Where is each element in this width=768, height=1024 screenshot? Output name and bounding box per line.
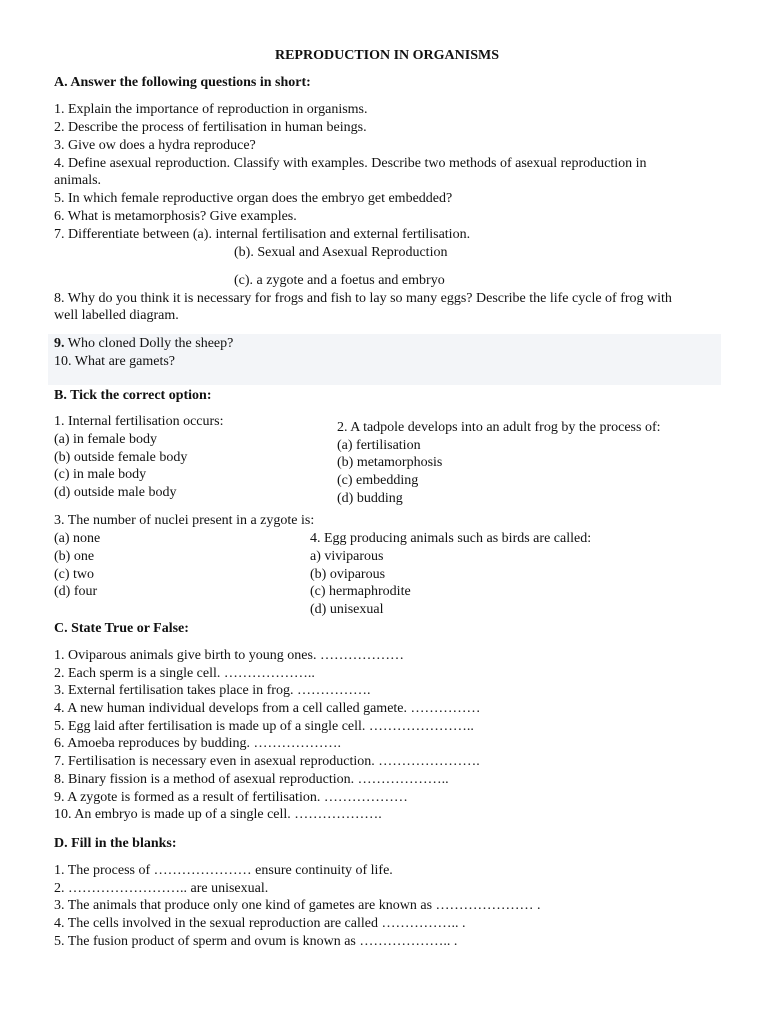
section-a-heading: A. Answer the following questions in short: <box>54 75 311 90</box>
section-c-heading: C. State True or False: <box>54 621 189 636</box>
mcq-4-option-a: a) viviparous <box>310 549 384 564</box>
fill-blank-item-2: 2. …………………….. are unisexual. <box>54 881 269 896</box>
section-a-question-5: 5. In which female reproductive organ does the embryo get embedded? <box>54 191 453 206</box>
true-false-item-5: 5. Egg laid after fertilisation is made up of a single cell. ………………….. <box>54 719 474 734</box>
true-false-item-6: 6. Amoeba reproduces by budding. ………………. <box>54 736 341 751</box>
mcq-1-question: 1. Internal fertilisation occurs: <box>54 414 224 429</box>
mcq-3-option-d: (d) four <box>54 584 98 599</box>
true-false-item-3: 3. External fertilisation takes place in frog. ……………. <box>54 683 371 698</box>
section-a-question-8-line-2: well labelled diagram. <box>54 308 179 323</box>
section-a-question-7b: (b). Sexual and Asexual Reproduction <box>234 245 448 260</box>
fill-blank-item-5: 5. The fusion product of sperm and ovum is known as ……………….. . <box>54 934 458 949</box>
section-a-question-4-line-2: animals. <box>54 173 102 188</box>
mcq-2-option-c: (c) embedding <box>337 473 419 488</box>
mcq-1-option-d: (d) outside male body <box>54 485 177 500</box>
true-false-item-10: 10. An embryo is made up of a single cell. ………………. <box>54 807 382 822</box>
section-b-heading: B. Tick the correct option: <box>54 388 212 403</box>
mcq-3-question: 3. The number of nuclei present in a zygote is: <box>54 513 315 528</box>
section-a-question-8-line-1: 8. Why do you think it is necessary for frogs and fish to lay so many eggs? Describe the life cycle of frog with <box>54 291 672 306</box>
true-false-item-7: 7. Fertilisation is necessary even in asexual reproduction. …………………. <box>54 754 480 769</box>
section-a-question-10: 10. What are gamets? <box>54 354 176 369</box>
section-a-question-2: 2. Describe the process of fertilisation in human beings. <box>54 120 367 135</box>
mcq-2-question: 2. A tadpole develops into an adult frog by the process of: <box>337 420 661 435</box>
true-false-item-8: 8. Binary fission is a method of asexual reproduction. ……………….. <box>54 772 449 787</box>
mcq-1-option-a: (a) in female body <box>54 432 158 447</box>
mcq-4-option-d: (d) unisexual <box>310 602 384 617</box>
question-9-text: Who cloned Dolly the sheep? <box>64 336 234 351</box>
mcq-3-option-c: (c) two <box>54 567 95 582</box>
section-a-question-9 <box>54 335 233 353</box>
section-a-question-7c: (c). a zygote and a foetus and embryo <box>234 273 445 288</box>
question-9-number: 9. <box>54 336 65 351</box>
mcq-1-option-b: (b) outside female body <box>54 450 188 465</box>
section-a-question-3: 3. Give ow does a hydra reproduce? <box>54 138 256 153</box>
true-false-item-4: 4. A new human individual develops from a cell called gamete. …………… <box>54 701 481 716</box>
section-d-heading: D. Fill in the blanks: <box>54 836 177 851</box>
fill-blank-item-3: 3. The animals that produce only one kind of gametes are known as ………………… . <box>54 898 541 913</box>
section-a-question-6: 6. What is metamorphosis? Give examples. <box>54 209 297 224</box>
true-false-item-2: 2. Each sperm is a single cell. ……………….. <box>54 666 315 681</box>
mcq-1-option-c: (c) in male body <box>54 467 147 482</box>
mcq-2-option-b: (b) metamorphosis <box>337 455 443 470</box>
mcq-3-option-a: (a) none <box>54 531 101 546</box>
fill-blank-item-1: 1. The process of ………………… ensure continuity of life. <box>54 863 393 878</box>
fill-blank-item-4: 4. The cells involved in the sexual reproduction are called …………….. . <box>54 916 466 931</box>
section-a-question-7a: 7. Differentiate between (a). internal fertilisation and external fertilisation. <box>54 227 471 242</box>
true-false-item-9: 9. A zygote is formed as a result of fertilisation. ……………… <box>54 790 408 805</box>
mcq-2-option-d: (d) budding <box>337 491 403 506</box>
mcq-4-option-b: (b) oviparous <box>310 567 386 582</box>
mcq-4-option-c: (c) hermaphrodite <box>310 584 411 599</box>
mcq-4-question: 4. Egg producing animals such as birds are called: <box>310 531 592 546</box>
true-false-item-1: 1. Oviparous animals give birth to young ones. ……………… <box>54 648 404 663</box>
section-a-question-4-line-1: 4. Define asexual reproduction. Classify with examples. Describe two methods of asexual reproduction in <box>54 156 647 171</box>
mcq-2-option-a: (a) fertilisation <box>337 438 421 453</box>
mcq-3-option-b: (b) one <box>54 549 95 564</box>
page-title: REPRODUCTION IN ORGANISMS <box>274 48 500 63</box>
section-a-question-1: 1. Explain the importance of reproduction in organisms. <box>54 102 368 117</box>
